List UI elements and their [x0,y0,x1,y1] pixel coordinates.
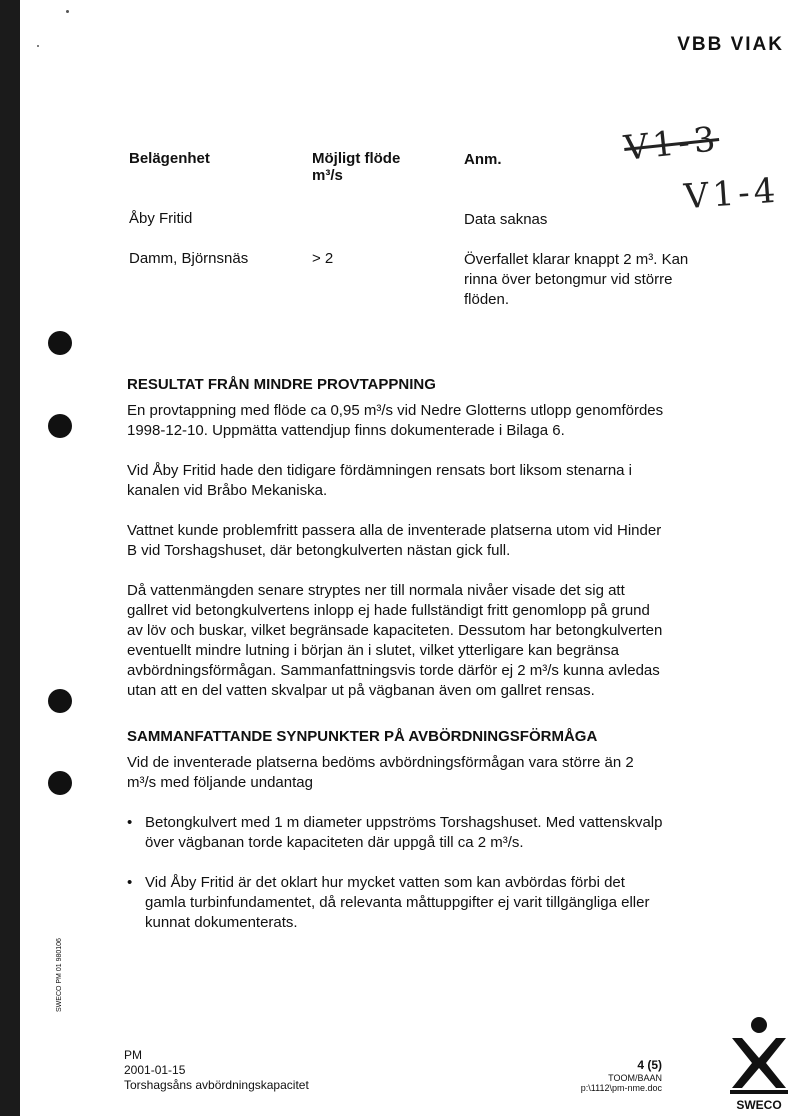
cell-location: Damm, Björnsnäs [129,250,249,267]
punch-hole [48,771,72,795]
footer-title: Torshagsåns avbördningskapacitet [124,1078,309,1092]
header-flow [312,150,464,184]
header-note: Anm. [464,151,502,168]
sweco-logo [726,1016,792,1112]
list-item-text: Betongkulvert med 1 m diameter uppströms Torshagshuset. Med vattenskvalp över vägbanan torde kapaciteten där uppgå till ca 2 m³/s. [145,814,663,851]
page-number: 4 (5) [637,1058,662,1072]
bullet-icon: • [127,874,133,891]
scan-speck [37,45,39,47]
header-flow-unit: m³/s [312,167,343,184]
cell-location: Åby Fritid [129,210,193,227]
main-content [127,375,667,953]
logo-text: SWECO [736,1098,782,1112]
cell-note: Överfallet klarar knappt 2 m³. Kan rinna över betongmur vid större flöden. [464,251,689,308]
scan-speck [66,10,69,13]
bullet-icon: • [127,814,133,831]
list-item-text: Vid Åby Fritid är det oklart hur mycket vatten som kan avbördas förbi det gamla turbinfundamentet, då relevanta måttuppgifter ej varit tillgängliga eller kunnat dokumenterats. [145,874,650,931]
paragraph: Vid Åby Fritid hade den tidigare fördämningen rensats bort liksom stenarna i kanalen vid Bråbo Mekaniska. [127,462,632,499]
handwritten-note: V1-4 [682,170,781,218]
paragraph: Vid de inventerade platserna bedöms avbördningsförmågan vara större än 2 m³/s med följande undantag [127,754,634,791]
footer-author: TOOM/BAAN [608,1073,662,1083]
document-code: SWECO PM 01 980106 [56,938,63,1012]
punch-hole [48,331,72,355]
table-row [129,250,689,310]
company-name: VBB VIAK [677,34,784,55]
paragraph: Då vattenmängden senare stryptes ner till normala nivåer visade det sig att gallret vid betongkulvertens inlopp ej hade fullständigt fritt genomlopp på grund av löv och buskar, vilket begränsade kapaciteten. Dessutom har betongkulverten eventuellt mindre lutning i början än i slutet, vilket ytterligare kan begränsa avbördningsförmågan. Sammanfattningsvis torde därför ej 2 m³/s kunna avledas utan att en del vatten skvalpar ut på vägbanan även om gallret rensas. [127,582,663,699]
header-flow-label: Möjligt flöde [312,150,401,167]
punch-hole [48,689,72,713]
section-heading-results: RESULTAT FRÅN MINDRE PROVTAPPNING [127,376,436,393]
cell-note: Data saknas [464,211,548,228]
exception-list [127,813,667,933]
list-item [127,873,667,933]
paragraph: En provtappning med flöde ca 0,95 m³/s vid Nedre Glotterns utlopp genomfördes 1998-12-10. Uppmätta vattendjup finns dokumenterade i Bilaga 6. [127,402,664,439]
footer-left [124,1048,309,1093]
scan-edge [0,0,20,1116]
list-item [127,813,667,853]
footer-doc-type: PM [124,1048,142,1062]
footer-date: 2001-01-15 [124,1063,186,1077]
cell-flow: > 2 [312,250,334,267]
cell-flow [312,210,464,230]
location-table [129,150,689,330]
footer-right [560,1058,662,1093]
footer-path: p:\1112\pm-nme.doc [580,1083,662,1093]
handwritten-note: V1-3 [622,119,722,169]
paragraph: Vattnet kunde problemfritt passera alla de inventerade platserna utom vid Hinder B vid Torshagshuset, där betongkulverten nästan gick full. [127,522,662,559]
section-heading-summary: SAMMANFATTANDE SYNPUNKTER PÅ AVBÖRDNINGSFÖRMÅGA [127,728,598,745]
header-location: Belägenhet [129,150,210,167]
table-header-row [129,150,689,184]
punch-hole [48,414,72,438]
table-row [129,210,689,230]
